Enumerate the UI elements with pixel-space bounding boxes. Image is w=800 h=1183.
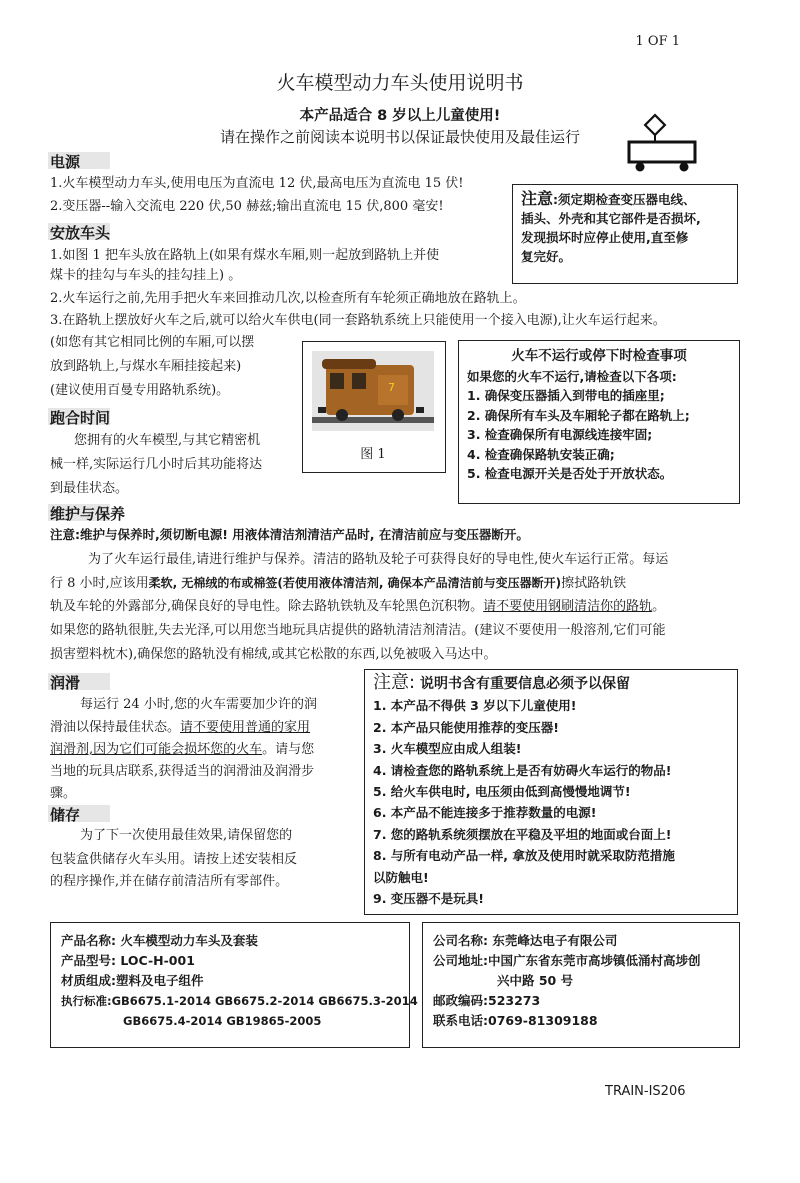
troubleshooting-title: 火车不运行或停下时检查事项 [511, 348, 687, 364]
company-address-cont: 兴中路 50 号 [497, 973, 574, 988]
troubleshooting-item: 1. 确保变压器插入到带电的插座里; [467, 388, 665, 403]
install-line-2: 煤卡的挂勾与车头的挂勾挂上) 。 [50, 268, 242, 283]
troubleshooting-item: 2. 确保所有车头及车厢轮子都在路轨上; [467, 407, 690, 423]
break-in-line-1: 您拥有的火车模型,与其它精密机 [74, 433, 261, 448]
important-notice-box [364, 669, 738, 915]
company-info-box [422, 922, 740, 1048]
troubleshooting-item: 4. 检查确保路轨安装正确; [467, 446, 615, 462]
maintenance-line-3: 轨及车轮的外露部分,确保良好的导电性。除去路轨铁轨及车轮黑色沉积物。请不要使用钢刷清洁你的路轨。 [50, 599, 666, 614]
document-title: 火车模型动力车头使用说明书 [276, 72, 524, 94]
install-line-3: 2.火车运行之前,先用手把火车来回推动几次,以检查所有车轮须正确地放在路轨上。 [50, 291, 526, 306]
maintenance-line-1: 为了火车运行最佳,请进行维护与保养。清洁的路轨及轮子可获得良好的导电性,使火车运行正常。每运 [88, 552, 669, 567]
notice-item: 5. 给火车供电时, 电压须由低到高慢慢地调节! [373, 784, 631, 800]
lubrication-line-3: 润滑剂,因为它们可能会损坏您的火车。请与您 [50, 742, 315, 757]
install-line-5: (如您有其它相同比例的车厢,可以摆 [50, 335, 255, 350]
product-standard: 执行标准:GB6675.1-2014 GB6675.2-2014 GB6675.3-2014 [61, 994, 418, 1008]
power-line-2: 2.变压器--输入交流电 220 伏,50 赫兹;输出直流电 15 伏,800 毫安! [50, 199, 444, 214]
install-line-4: 3.在路轨上摆放好火车之后,就可以给火车供电(同一套路轨系统上只能使用一个接入电源),让火车运行起来。 [50, 313, 666, 328]
product-standard-cont: GB6675.4-2014 GB19865-2005 [123, 1014, 322, 1028]
troubleshooting-intro: 如果您的火车不运行,请检查以下各项: [467, 368, 677, 384]
caution-box [512, 184, 738, 284]
power-line-1: 1.火车模型动力车头,使用电压为直流电 12 伏,最高电压为直流电 15 伏! [50, 176, 464, 191]
lubrication-line-1: 每运行 24 小时,您的火车需要加少许的润 [80, 697, 317, 712]
lubrication-line-4: 当地的玩具店联系,获得适当的润滑油及润滑步 [50, 764, 315, 779]
notice-title: 说明书含有重要信息必须予以保留 [419, 676, 630, 692]
loco-number: 7 [388, 381, 395, 394]
figure-caption: 图 1 [360, 447, 386, 462]
maintenance-line-4: 如果您的路轨很脏,失去光泽,可以用您当地玩具店提供的路轨清洁剂清洁。(建议不要使用一般溶剂,它们可能 [50, 623, 666, 638]
install-line-1: 1.如图 1 把车头放在路轨上(如果有煤水车厢,则一起放到路轨上并使 [50, 248, 440, 263]
heading-break-in: 跑合时间 [50, 409, 111, 427]
heading-maintenance: 维护与保养 [50, 505, 126, 523]
train-warning-icon [626, 112, 700, 174]
product-material: 材质组成:塑料及电子组件 [61, 973, 204, 988]
company-name: 公司名称: 东莞峰达电子有限公司 [433, 933, 618, 948]
install-line-6: 放到路轨上,与煤水车厢挂接起来) [50, 359, 242, 374]
notice-item: 以防触电! [373, 869, 429, 885]
lubrication-line-5: 骤。 [50, 786, 77, 801]
locomotive-photo [312, 351, 434, 431]
maintenance-line-2: 行 8 小时,应该用柔软, 无棉绒的布或棉签(若使用液体清洁剂, 确保本产品清洁前与变压器断开)擦拭路轨铁 [50, 576, 627, 591]
troubleshooting-box [458, 340, 740, 504]
notice-item: 6. 本产品不能连接多于推荐数量的电源! [373, 805, 597, 821]
company-address: 公司地址:中国广东省东莞市高埗镇低涌村高埗创 [433, 953, 701, 968]
caution-line-3: 发现损坏时应停止使用,直至修 [521, 230, 689, 245]
notice-item: 1. 本产品不得供 3 岁以下儿童使用! [373, 698, 577, 714]
notice-item: 2. 本产品只能使用推荐的变压器! [373, 719, 559, 735]
troubleshooting-item: 5. 检查电源开关是否处于开放状态。 [467, 466, 673, 481]
notice-item: 7. 您的路轨系统须摆放在平稳及平坦的地面或台面上! [373, 826, 672, 842]
heading-lubrication: 润滑 [50, 674, 81, 692]
caution-label: 注意 [521, 189, 554, 208]
notice-item: 9. 变压器不是玩具! [373, 891, 484, 907]
break-in-line-2: 械一样,实际运行几小时后其功能将达 [50, 457, 263, 472]
product-info-box [50, 922, 418, 1048]
maintenance-line-5: 损害塑料枕木),确保您的路轨没有棉绒,或其它松散的东西,以免被吸入马达中。 [50, 647, 497, 662]
heading-power: 电源 [50, 153, 81, 171]
age-note: 本产品适合 8 岁以上儿童使用! [299, 108, 501, 124]
lubrication-line-2: 滑油以保持最佳状态。请不要使用普通的家用 [50, 720, 311, 735]
storage-line-3: 的程序操作,并在储存前清洁所有零部件。 [50, 874, 289, 889]
product-name: 产品名称: 火车模型动力车头及套装 [61, 933, 258, 948]
company-postcode: 邮政编码:523273 [433, 993, 541, 1008]
page-number: 1 OF 1 [635, 34, 680, 49]
document-code: TRAIN-IS206 [605, 1084, 686, 1099]
notice-item: 3. 火车模型应由成人组装! [373, 741, 522, 757]
install-line-7: (建议使用百曼专用路轨系统)。 [50, 383, 230, 398]
caution-line-1: :须定期检查变压器电线、 [553, 192, 696, 207]
heading-install: 安放车头 [50, 224, 111, 242]
notice-item: 8. 与所有电动产品一样, 拿放及使用时就采取防范措施 [373, 848, 675, 864]
notice-item: 4. 请检查您的路轨系统上是否有妨碍火车运行的物品! [373, 762, 672, 778]
notice-label: 注意: [373, 672, 416, 693]
company-phone: 联系电话:0769-81309188 [433, 1013, 598, 1028]
heading-storage: 储存 [50, 806, 81, 824]
maintenance-warning: 注意:维护与保养时,须切断电源! 用液体清洁剂清洁产品时, 在清洁前应与变压器断开。 [50, 527, 529, 542]
break-in-line-3: 到最佳状态。 [50, 481, 129, 496]
caution-line-4: 复完好。 [521, 249, 572, 264]
troubleshooting-item: 3. 检查确保所有电源线连接牢固; [467, 427, 653, 442]
product-model: 产品型号: LOC-H-001 [61, 953, 195, 968]
caution-line-2: 插头、外壳和其它部件是否损坏, [521, 211, 701, 226]
storage-line-1: 为了下一次使用最佳效果,请保留您的 [80, 828, 293, 843]
read-note: 请在操作之前阅读本说明书以保证最快使用及最佳运行 [219, 128, 580, 146]
storage-line-2: 包装盒供储存火车头用。请按上述安装相反 [50, 852, 298, 867]
